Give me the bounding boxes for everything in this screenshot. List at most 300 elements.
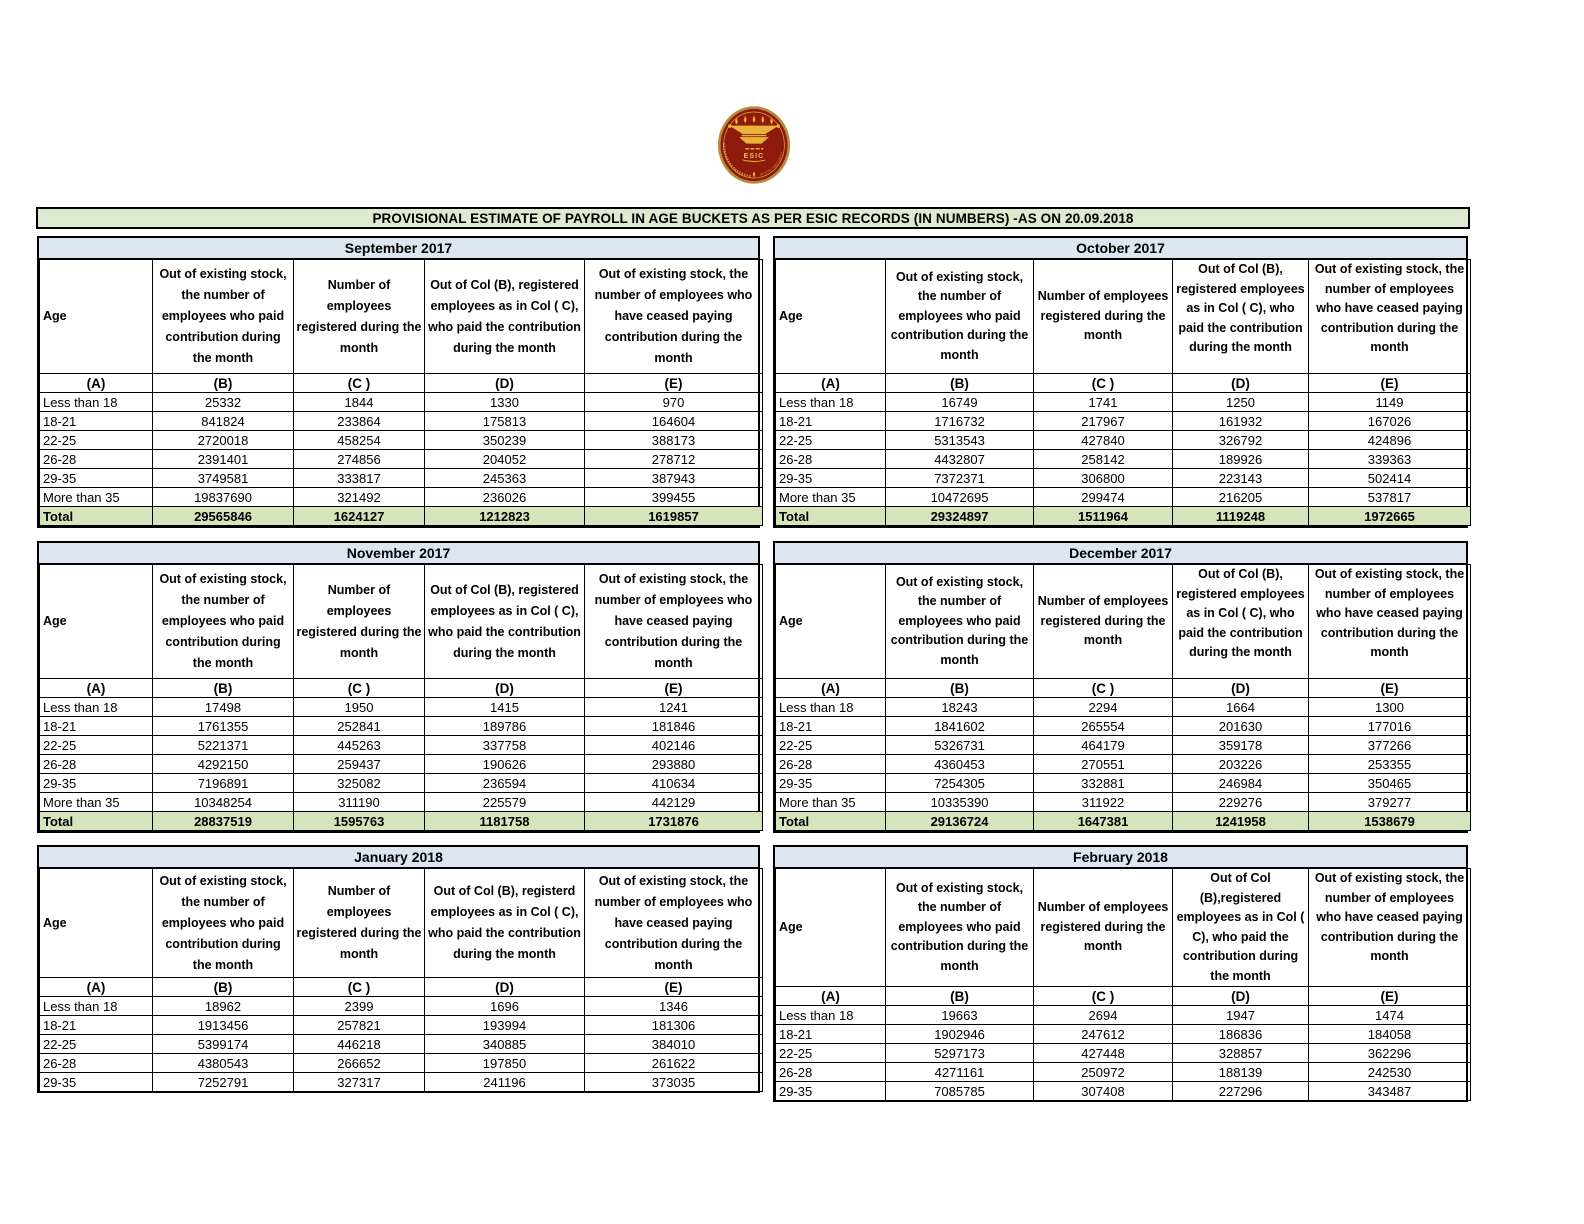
value-cell: 270551 (1034, 755, 1173, 774)
age-cell: 18-21 (776, 717, 886, 736)
value-cell: 410634 (585, 774, 763, 793)
col-header-b (153, 260, 294, 374)
column-header-row (776, 869, 1471, 987)
esic-logo (710, 99, 798, 191)
value-cell: 10348254 (153, 793, 294, 812)
col-header-text: Age (779, 919, 803, 934)
col-header-e (1309, 869, 1471, 987)
value-cell: 537817 (1309, 488, 1471, 507)
value-cell: 258142 (1034, 450, 1173, 469)
age-cell: More than 35 (40, 488, 153, 507)
col-header-text: Out of existing stock, the number of employees who paid contribution during the month (890, 574, 1029, 667)
table-row (40, 793, 763, 812)
value-cell: 265554 (1034, 717, 1173, 736)
value-cell: 186836 (1173, 1025, 1309, 1044)
col-header-d (425, 869, 585, 978)
value-cell: 1913456 (153, 1016, 294, 1035)
col-header-e (585, 260, 763, 374)
table-row (40, 393, 763, 412)
col-letter-cell: (D) (425, 374, 585, 393)
value-cell: 184058 (1309, 1025, 1471, 1044)
col-header-text: Out of existing stock, the number of employees who paid contribution during the month (159, 873, 287, 972)
table-row (776, 1082, 1471, 1101)
value-cell: 4380543 (153, 1054, 294, 1073)
table-row (776, 1063, 1471, 1082)
col-header-text: Number of employees registered during the month (296, 277, 422, 355)
value-cell: 1841602 (886, 717, 1034, 736)
total-value-cell: 28837519 (153, 812, 294, 831)
age-cell: 26-28 (776, 755, 886, 774)
value-cell: 328857 (1173, 1044, 1309, 1063)
col-header-age (40, 869, 153, 978)
age-cell: More than 35 (40, 793, 153, 812)
table-row (40, 431, 763, 450)
value-cell: 377266 (1309, 736, 1471, 755)
col-header-b (886, 565, 1034, 679)
col-header-age (40, 260, 153, 374)
month-table-september-2017 (37, 236, 760, 528)
value-cell: 464179 (1034, 736, 1173, 755)
value-cell: 193994 (425, 1016, 585, 1035)
value-cell: 16749 (886, 393, 1034, 412)
value-cell: 4360453 (886, 755, 1034, 774)
value-cell: 5399174 (153, 1035, 294, 1054)
value-cell: 4432807 (886, 450, 1034, 469)
value-cell: 1330 (425, 393, 585, 412)
value-cell: 19837690 (153, 488, 294, 507)
table-row (40, 717, 763, 736)
value-cell: 217967 (1034, 412, 1173, 431)
col-header-text: Out of existing stock, the number of employees who have ceased paying contribution during the month (594, 572, 753, 670)
value-cell: 274856 (294, 450, 425, 469)
value-cell: 362296 (1309, 1044, 1471, 1063)
value-cell: 1250 (1173, 393, 1309, 412)
value-cell: 25332 (153, 393, 294, 412)
value-cell: 188139 (1173, 1063, 1309, 1082)
value-cell: 339363 (1309, 450, 1471, 469)
value-cell: 299474 (1034, 488, 1173, 507)
table-row (776, 469, 1471, 488)
value-cell: 445263 (294, 736, 425, 755)
value-cell: 2391401 (153, 450, 294, 469)
value-cell: 7252791 (153, 1073, 294, 1092)
month-table-december-2017 (773, 541, 1468, 833)
total-value-cell: 1624127 (294, 507, 425, 526)
age-cell: More than 35 (776, 793, 886, 812)
age-cell: Less than 18 (776, 1006, 886, 1025)
col-letter-cell: (C ) (294, 374, 425, 393)
month-table-january-2018 (37, 845, 760, 1093)
total-row (40, 507, 763, 526)
col-header-text: Out of existing stock, the number of employees who have ceased paying contribution during the month (1314, 871, 1465, 963)
column-letter-row (40, 978, 763, 997)
value-cell: 189926 (1173, 450, 1309, 469)
value-cell: 841824 (153, 412, 294, 431)
total-value-cell: 1972665 (1309, 507, 1471, 526)
age-cell: 22-25 (40, 736, 153, 755)
value-cell: 216205 (1173, 488, 1309, 507)
value-cell: 1950 (294, 698, 425, 717)
col-letter-cell: (C ) (1034, 374, 1173, 393)
value-cell: 201630 (1173, 717, 1309, 736)
value-cell: 427448 (1034, 1044, 1173, 1063)
value-cell: 293880 (585, 755, 763, 774)
value-cell: 18962 (153, 997, 294, 1016)
col-letter-cell: (C ) (1034, 679, 1173, 698)
col-header-b (886, 869, 1034, 987)
table-row (40, 450, 763, 469)
value-cell: 252841 (294, 717, 425, 736)
value-cell: 167026 (1309, 412, 1471, 431)
age-cell: 26-28 (776, 1063, 886, 1082)
logo-ring-text: SOCIAL SECURITY (759, 150, 785, 177)
table-row (40, 469, 763, 488)
col-letter-cell: (D) (425, 978, 585, 997)
age-cell: 29-35 (40, 469, 153, 488)
total-value-cell: 1119248 (1173, 507, 1309, 526)
table-row (40, 698, 763, 717)
col-header-text: Out of Col (B), registerd employees as in Col ( C), who paid the contribution during the month (428, 884, 581, 961)
col-header-text: Out of Col (B), registered employees as in Col ( C), who paid the contribution during the month (1176, 567, 1305, 659)
col-letter-cell: (D) (1173, 987, 1309, 1006)
month-header: January 2018 (39, 847, 758, 868)
col-header-text: Age (43, 614, 67, 628)
age-cell: 26-28 (40, 450, 153, 469)
value-cell: 502414 (1309, 469, 1471, 488)
col-letter-cell: (A) (776, 374, 886, 393)
value-cell: 197850 (425, 1054, 585, 1073)
value-cell: 225579 (425, 793, 585, 812)
value-cell: 5326731 (886, 736, 1034, 755)
age-cell: 18-21 (40, 1016, 153, 1035)
total-label-cell: Total (40, 812, 153, 831)
value-cell: 7372371 (886, 469, 1034, 488)
col-header-text: Out of Col (B), registered employees as in Col ( C), who paid the contribution during the month (1176, 262, 1305, 354)
age-cell: 22-25 (776, 431, 886, 450)
value-cell: 5221371 (153, 736, 294, 755)
value-cell: 177016 (1309, 717, 1471, 736)
value-cell: 311190 (294, 793, 425, 812)
data-table (775, 868, 1471, 1101)
col-header-text: Number of employees registered during the month (296, 884, 422, 961)
total-row (776, 507, 1471, 526)
value-cell: 17498 (153, 698, 294, 717)
value-cell: 326792 (1173, 431, 1309, 450)
age-cell: 18-21 (776, 412, 886, 431)
col-header-text: Age (779, 308, 803, 323)
table-row (776, 774, 1471, 793)
col-header-c (294, 260, 425, 374)
data-table (39, 868, 763, 1092)
value-cell: 189786 (425, 717, 585, 736)
value-cell: 2399 (294, 997, 425, 1016)
month-header: November 2017 (39, 543, 758, 564)
col-letter-cell: (A) (776, 987, 886, 1006)
col-header-text: Out of Col (B),registered employees as in Col ( C), who paid the contribution during the month (1176, 871, 1305, 983)
value-cell: 247612 (1034, 1025, 1173, 1044)
value-cell: 1415 (425, 698, 585, 717)
value-cell: 7085785 (886, 1082, 1034, 1101)
total-label-cell: Total (776, 507, 886, 526)
value-cell: 1149 (1309, 393, 1471, 412)
col-letter-cell: (D) (1173, 679, 1309, 698)
column-header-row (40, 869, 763, 978)
total-value-cell: 1181758 (425, 812, 585, 831)
month-header: October 2017 (775, 238, 1466, 259)
col-header-d (1173, 565, 1309, 679)
col-header-text: Out of existing stock, the number of employees who paid contribution during the month (159, 267, 287, 365)
age-cell: Less than 18 (776, 698, 886, 717)
col-header-text: Number of employees registered during the month (296, 582, 422, 660)
age-cell: More than 35 (776, 488, 886, 507)
col-letter-cell: (B) (153, 679, 294, 698)
value-cell: 236594 (425, 774, 585, 793)
table-row (40, 1073, 763, 1092)
total-label-cell: Total (776, 812, 886, 831)
logo-esic-text: ESIC (743, 152, 765, 160)
value-cell: 1902946 (886, 1025, 1034, 1044)
col-header-text: Out of existing stock, the number of employees who paid contribution during the month (890, 269, 1029, 362)
col-header-e (1309, 260, 1471, 374)
month-header: December 2017 (775, 543, 1466, 564)
col-letter-cell: (E) (585, 978, 763, 997)
col-header-text: Out of existing stock, the number of employees who have ceased paying contribution during the month (1314, 262, 1465, 354)
age-cell: 29-35 (40, 774, 153, 793)
value-cell: 5297173 (886, 1044, 1034, 1063)
table-row (776, 717, 1471, 736)
month-header: February 2018 (775, 847, 1466, 868)
value-cell: 1761355 (153, 717, 294, 736)
value-cell: 343487 (1309, 1082, 1471, 1101)
table-row (776, 755, 1471, 774)
value-cell: 321492 (294, 488, 425, 507)
value-cell: 1696 (425, 997, 585, 1016)
value-cell: 1741 (1034, 393, 1173, 412)
col-header-age (776, 565, 886, 679)
table-row (776, 393, 1471, 412)
age-cell: 26-28 (776, 450, 886, 469)
col-header-text: Number of employees registered during the month (1037, 594, 1169, 648)
value-cell: 259437 (294, 755, 425, 774)
col-letter-cell: (D) (425, 679, 585, 698)
col-header-age (40, 565, 153, 679)
column-letter-row (776, 987, 1471, 1006)
value-cell: 402146 (585, 736, 763, 755)
col-header-text: Number of employees registered during the month (1037, 900, 1169, 954)
col-letter-cell: (C ) (294, 978, 425, 997)
value-cell: 311922 (1034, 793, 1173, 812)
col-header-text: Out of Col (B), registered employees as in Col ( C), who paid the contribution during the month (428, 277, 581, 355)
col-letter-cell: (A) (40, 978, 153, 997)
month-header: September 2017 (39, 238, 758, 259)
value-cell: 242530 (1309, 1063, 1471, 1082)
age-cell: Less than 18 (776, 393, 886, 412)
table-row (40, 774, 763, 793)
table-row (776, 793, 1471, 812)
total-value-cell: 1212823 (425, 507, 585, 526)
col-letter-cell: (C ) (1034, 987, 1173, 1006)
column-letter-row (776, 679, 1471, 698)
age-cell: 29-35 (776, 469, 886, 488)
table-row (776, 698, 1471, 717)
value-cell: 3749581 (153, 469, 294, 488)
table-row (776, 1025, 1471, 1044)
table-row (776, 1006, 1471, 1025)
table-row (776, 488, 1471, 507)
month-table-november-2017 (37, 541, 760, 833)
value-cell: 227296 (1173, 1082, 1309, 1101)
column-header-row (40, 260, 763, 374)
value-cell: 19663 (886, 1006, 1034, 1025)
col-header-e (585, 869, 763, 978)
value-cell: 266652 (294, 1054, 425, 1073)
value-cell: 359178 (1173, 736, 1309, 755)
value-cell: 250972 (1034, 1063, 1173, 1082)
table-row (40, 488, 763, 507)
value-cell: 2694 (1034, 1006, 1173, 1025)
value-cell: 373035 (585, 1073, 763, 1092)
value-cell: 2720018 (153, 431, 294, 450)
col-header-d (425, 565, 585, 679)
value-cell: 307408 (1034, 1082, 1173, 1101)
col-header-text: Out of Col (B), registered employees as in Col ( C), who paid the contribution during the month (428, 582, 581, 660)
value-cell: 350465 (1309, 774, 1471, 793)
total-value-cell: 1511964 (1034, 507, 1173, 526)
col-header-c (1034, 260, 1173, 374)
value-cell: 246984 (1173, 774, 1309, 793)
data-table (775, 259, 1471, 526)
table-row (776, 431, 1471, 450)
age-cell: 22-25 (40, 1035, 153, 1054)
value-cell: 236026 (425, 488, 585, 507)
table-row (776, 450, 1471, 469)
data-table (39, 564, 763, 831)
value-cell: 181846 (585, 717, 763, 736)
age-cell: 18-21 (776, 1025, 886, 1044)
value-cell: 203226 (1173, 755, 1309, 774)
total-value-cell: 1731876 (585, 812, 763, 831)
value-cell: 1346 (585, 997, 763, 1016)
value-cell: 10472695 (886, 488, 1034, 507)
value-cell: 427840 (1034, 431, 1173, 450)
total-row (40, 812, 763, 831)
value-cell: 388173 (585, 431, 763, 450)
age-cell: 29-35 (776, 1082, 886, 1101)
column-letter-row (40, 374, 763, 393)
total-value-cell: 1241958 (1173, 812, 1309, 831)
age-cell: 18-21 (40, 717, 153, 736)
age-cell: 22-25 (776, 1044, 886, 1063)
table-row (776, 736, 1471, 755)
age-cell: 29-35 (40, 1073, 153, 1092)
age-cell: Less than 18 (40, 997, 153, 1016)
total-label-cell: Total (40, 507, 153, 526)
col-letter-cell: (B) (153, 978, 294, 997)
value-cell: 229276 (1173, 793, 1309, 812)
value-cell: 10335390 (886, 793, 1034, 812)
column-header-row (776, 565, 1471, 679)
value-cell: 190626 (425, 755, 585, 774)
value-cell: 253355 (1309, 755, 1471, 774)
col-header-text: Out of existing stock, the number of employees who paid contribution during the month (890, 880, 1029, 973)
col-letter-cell: (B) (886, 987, 1034, 1006)
col-header-text: Out of existing stock, the number of employees who have ceased paying contribution during the month (594, 267, 753, 365)
value-cell: 7254305 (886, 774, 1034, 793)
value-cell: 379277 (1309, 793, 1471, 812)
col-letter-cell: (E) (1309, 374, 1471, 393)
value-cell: 340885 (425, 1035, 585, 1054)
col-header-c (294, 565, 425, 679)
total-value-cell: 1595763 (294, 812, 425, 831)
col-header-c (1034, 869, 1173, 987)
age-cell: 29-35 (776, 774, 886, 793)
col-header-text: Out of existing stock, the number of employees who have ceased paying contribution during the month (594, 873, 753, 972)
value-cell: 1300 (1309, 698, 1471, 717)
age-cell: 26-28 (40, 1054, 153, 1073)
value-cell: 161932 (1173, 412, 1309, 431)
value-cell: 442129 (585, 793, 763, 812)
column-header-row (776, 260, 1471, 374)
data-table (775, 564, 1471, 831)
value-cell: 1664 (1173, 698, 1309, 717)
value-cell: 181306 (585, 1016, 763, 1035)
total-row (776, 812, 1471, 831)
value-cell: 424896 (1309, 431, 1471, 450)
value-cell: 7196891 (153, 774, 294, 793)
value-cell: 384010 (585, 1035, 763, 1054)
total-value-cell: 1538679 (1309, 812, 1471, 831)
col-header-age (776, 869, 886, 987)
value-cell: 399455 (585, 488, 763, 507)
col-letter-cell: (A) (40, 679, 153, 698)
col-letter-cell: (B) (886, 374, 1034, 393)
value-cell: 333817 (294, 469, 425, 488)
value-cell: 446218 (294, 1035, 425, 1054)
value-cell: 4271161 (886, 1063, 1034, 1082)
value-cell: 458254 (294, 431, 425, 450)
table-row (40, 1054, 763, 1073)
value-cell: 970 (585, 393, 763, 412)
value-cell: 1947 (1173, 1006, 1309, 1025)
col-header-text: Age (43, 309, 67, 323)
col-letter-cell: (A) (776, 679, 886, 698)
col-header-text: Number of employees registered during the month (1037, 289, 1169, 343)
table-row (40, 1035, 763, 1054)
month-table-october-2017 (773, 236, 1468, 528)
value-cell: 257821 (294, 1016, 425, 1035)
value-cell: 18243 (886, 698, 1034, 717)
col-header-e (585, 565, 763, 679)
total-value-cell: 29565846 (153, 507, 294, 526)
col-letter-cell: (E) (585, 679, 763, 698)
col-header-text: Age (43, 915, 67, 930)
table-row (40, 1016, 763, 1035)
age-cell: 18-21 (40, 412, 153, 431)
col-letter-cell: (B) (886, 679, 1034, 698)
col-letter-cell: (B) (153, 374, 294, 393)
table-row (40, 997, 763, 1016)
col-letter-cell: (C ) (294, 679, 425, 698)
col-header-text: Out of existing stock, the number of employees who paid contribution during the month (159, 572, 287, 670)
data-table (39, 259, 763, 526)
col-header-e (1309, 565, 1471, 679)
table-row (40, 755, 763, 774)
table-row (40, 412, 763, 431)
value-cell: 1844 (294, 393, 425, 412)
col-header-age (776, 260, 886, 374)
col-letter-cell: (A) (40, 374, 153, 393)
col-header-b (886, 260, 1034, 374)
